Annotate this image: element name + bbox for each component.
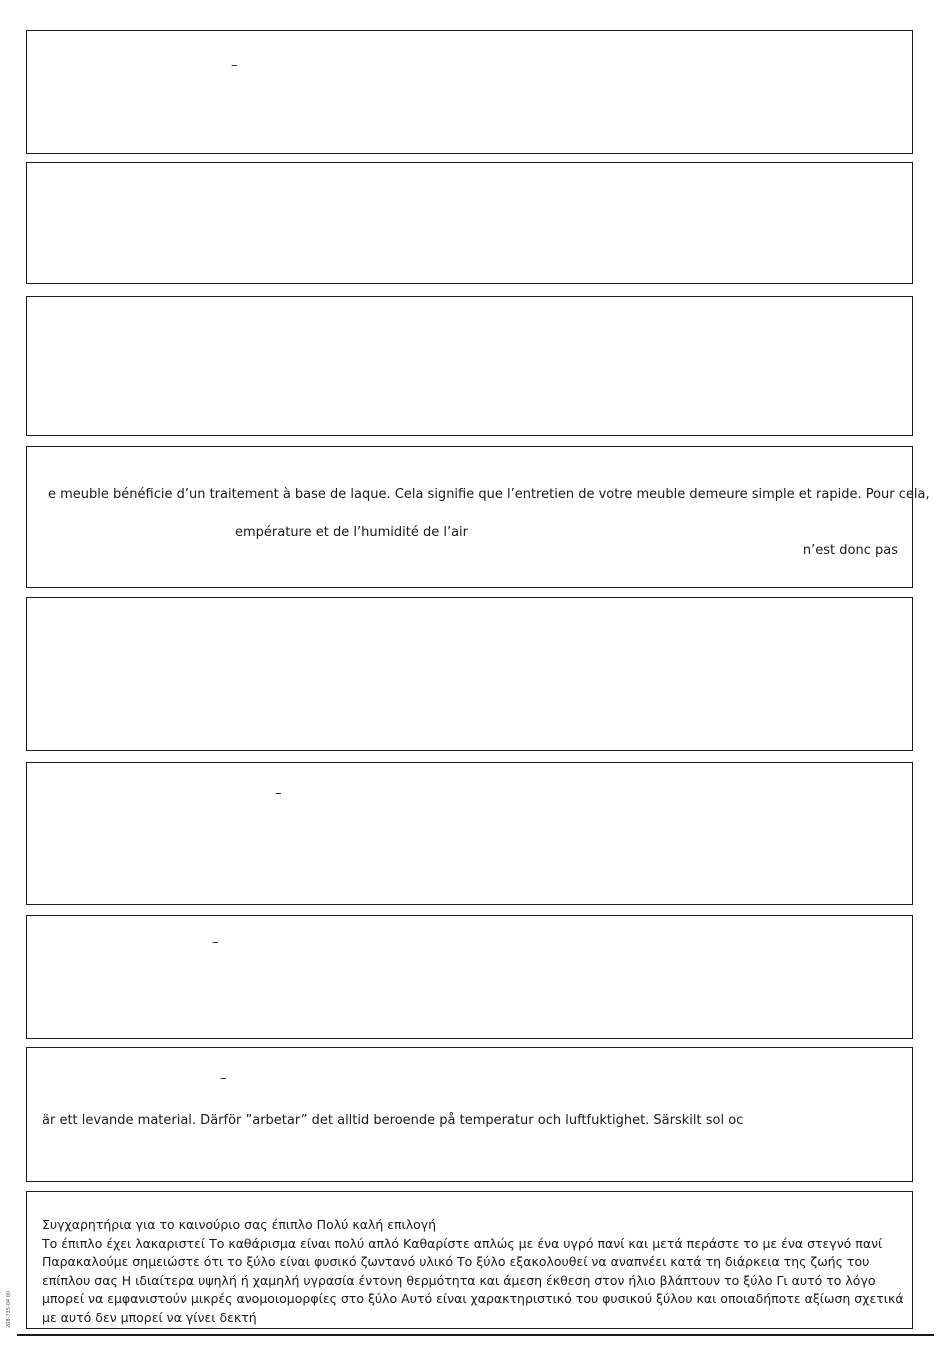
dash-mark: – <box>220 1071 227 1086</box>
dash-mark: – <box>231 58 238 73</box>
french-line-2: empérature et de l’humidité de l’air <box>235 525 468 540</box>
greek-text-block <box>42 1216 904 1327</box>
language-box-greek <box>26 1191 913 1329</box>
greek-line-3: Παρακαλούμε σημειώστε ότι το ξύλο είναι φυσικό ζωντανό υλικό Το ξύλο εξακολουθεί να αναπνέει κατά τη διάρκεια της ζωής του <box>42 1254 870 1269</box>
language-box-french <box>26 446 930 588</box>
greek-line-5: μπορεί να εμφανιστούν μικρές ανομοιομορφίες στο ξύλο Αυτό είναι χαρακτηριστικό του φυσικού ξύλου και οποιαδήποτε αξίωση σχετικά <box>42 1291 904 1306</box>
dash-mark: – <box>275 786 282 801</box>
dash-mark: – <box>212 935 219 950</box>
french-line-3: n’est donc pas <box>802 543 898 558</box>
language-box-1 <box>26 30 913 154</box>
document-code: 208-735-04 00 <box>6 1290 12 1328</box>
swedish-line-1: är ett levande material. Därför ”arbetar” det alltid beroende på temperatur och luftfuktighet. Särskilt sol oc <box>42 1113 744 1128</box>
language-box-3 <box>26 296 913 436</box>
greek-line-1: Συγχαρητήρια για το καινούριο σας έπιπλο Πολύ καλή επιλογή <box>42 1217 437 1232</box>
bottom-rule <box>17 1334 934 1336</box>
greek-line-2: Το έπιπλο έχει λακαριστεί Το καθάρισμα είναι πολύ απλό Καθαρίστε απλώς με ένα υγρό πανί και μετά περάστε το με ένα στεγνό πανί <box>42 1235 883 1251</box>
language-box-swedish <box>26 1047 913 1182</box>
greek-line-4: επίπλου σας Η ιδιαίτερα υψηλή ή χαμηλή υγρασία έντονη θερμότητα και άμεση έκθεση στον ήλιο βλάπτουν το ξύλο Γι αυτό το λόγο <box>42 1272 876 1288</box>
language-box-7 <box>26 915 913 1039</box>
language-box-6 <box>26 762 913 905</box>
language-box-2 <box>26 162 913 284</box>
language-box-5 <box>26 597 913 751</box>
french-line-1: e meuble bénéficie d’un traitement à base de laque. Cela signifie que l’entretien de votre meuble demeure simple et rapide. Pour cela, <box>48 487 930 502</box>
greek-line-6: με αυτό δεν μπορεί να γίνει δεκτή <box>42 1309 257 1325</box>
